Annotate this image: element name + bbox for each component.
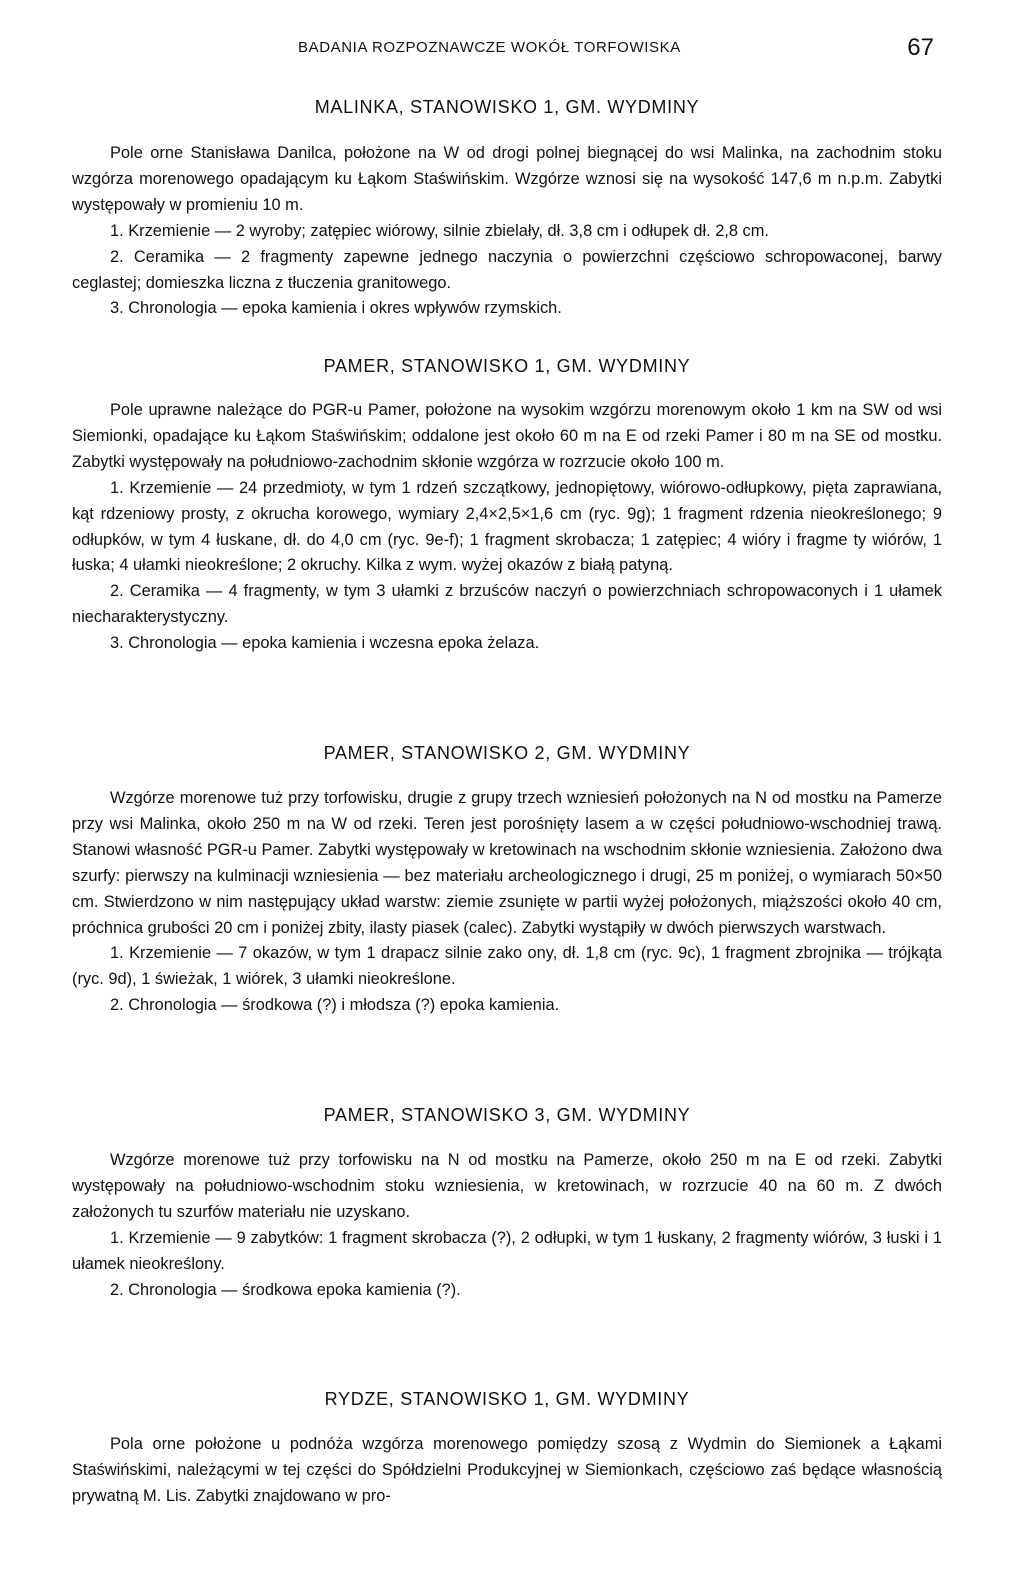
section-pamer-3 xyxy=(72,1103,942,1303)
paragraph: 1. Krzemienie — 24 przedmioty, w tym 1 rdzeń szczątkowy, jednopiętowy, wiórowo-odłupkowy, pięta zaprawiana, kąt rdzeniowy prosty, z okrucha korowego, wymiary 2,4×2,5×1,6 cm (ryc. 9g); 1 fragment rdzenia nieokreślonego; 9 odłupków, w tym 4 łuskane, dł. do 4,0 cm (ryc. 9e-f); 1 fragment skrobacza; 1 zatępiec; 4 wióry i fragme ty wiórów, 1 łuska; 4 ułamki nieokreślone; 2 okruchy. Kilka z wym. wyżej okazów z białą patyną. xyxy=(72,478,942,575)
paragraph: Pole uprawne należące do PGR-u Pamer, położone na wysokim wzgórzu morenowym około 1 km na SW od wsi Siemionki, opadające ku Łąkom Staświńskim; oddalone jest około 60 m na E od rzeki Pamer i 80 m na SE od mostku. Zabytki występowały na południowo-zachodnim skłonie wzgórza w rozrzucie około 100 m. xyxy=(72,401,942,471)
paragraph: 1. Krzemienie — 9 zabytków: 1 fragment skrobacza (?), 2 odłupki, w tym 1 łuskany, 2 fragmenty wiórów, 3 łuski i 1 ułamek nieokreślony. xyxy=(72,1228,942,1273)
paragraph: 1. Krzemienie — 2 wyroby; zatępiec wiórowy, silnie zbielały, dł. 3,8 cm i odłupek dł. 2,8 cm. xyxy=(110,221,769,240)
section-pamer-2 xyxy=(72,741,942,1019)
paragraph: 3. Chronologia — epoka kamienia i wczesna epoka żelaza. xyxy=(110,634,540,653)
page-number: 67 xyxy=(907,34,934,61)
paragraph: 2. Chronologia — środkowa (?) i młodsza (?) epoka kamienia. xyxy=(110,996,560,1015)
section-rydze-1 xyxy=(72,1387,942,1510)
section-title: PAMER, STANOWISKO 2, GM. WYDMINY xyxy=(323,743,691,763)
section-title: PAMER, STANOWISKO 3, GM. WYDMINY xyxy=(323,1105,691,1125)
paragraph: Wzgórze morenowe tuż przy torfowisku, drugie z grupy trzech wzniesień położonych na N od mostku na Pamerze przy wsi Malinka, około 250 m na W od rzeki. Teren jest porośnięty lasem a w części południowo-wschodniej trawą. Stanowi własność PGR-u Pamer. Zabytki występowały w kretowinach na wschodnim skłonie wzniesienia. Założono dwa szurfy: pierwszy na kulminacji wzniesienia — bez materiału archeologicznego i drugi, 25 m poniżej, o wymiarach 50×50 cm. Stwierdzono w nim następujący układ warstw: ziemie zsunięte w partii wyżej położonych, miąższości około 40 cm, próchnica grubości 20 cm i poniżej zbity, ilasty piasek (calec). Zabytki wystąpiły w dwóch pierwszych warstwach. xyxy=(72,789,942,937)
paragraph: 2. Ceramika — 2 fragmenty zapewne jednego naczynia o powierzchni częściowo schropowaconej, barwy ceglastej; domieszka liczna z tłuczenia granitowego. xyxy=(72,247,942,292)
paragraph: 1. Krzemienie — 7 okazów, w tym 1 drapacz silnie zako ony, dł. 1,8 cm (ryc. 9c), 1 fragment zbrojnika — trójkąta (ryc. 9d), 1 świeżak, 1 wiórek, 3 ułamki nieokreślone. xyxy=(72,944,942,989)
paragraph: 2. Chronologia — środkowa epoka kamienia (?). xyxy=(110,1280,461,1299)
section-title: PAMER, STANOWISKO 1, GM. WYDMINY xyxy=(323,356,691,376)
paragraph: Wzgórze morenowe tuż przy torfowisku na N od mostku na Pamerze, około 250 m na E od rzeki. Zabytki występowały na południowo-wschodnim stoku wzniesienia, w kretowinach, w rozrzucie 40 na 60 m. Z dwóch założonych tu szurfów materiału nie uzyskano. xyxy=(72,1151,942,1221)
paragraph: 3. Chronologia — epoka kamienia i okres wpływów rzymskich. xyxy=(110,299,562,318)
paragraph: Pola orne położone u podnóża wzgórza morenowego pomiędzy szosą z Wydmin do Siemionek a Łąkami Staświńskimi, należącymi w tej części do Spółdzielni Produkcyjnej w Siemionkach, częściowo zaś będące własnością prywatną M. Lis. Zabytki znajdowano w pro- xyxy=(72,1435,942,1505)
section-malinka-1 xyxy=(72,95,942,322)
section-title: MALINKA, STANOWISKO 1, GM. WYDMINY xyxy=(314,97,700,117)
running-header: BADANIA ROZPOZNAWCZE WOKÓŁ TORFOWISKA xyxy=(298,39,681,56)
paragraph: Pole orne Stanisława Danilca, położone na W od drogi polnej biegnącej do wsi Malinka, na zachodnim stoku wzgórza morenowego opadającym ku Łąkom Staświńskim. Wzgórze wznosi się na wysokość 147,6 m n.p.m. Zabytki występowały w promieniu 10 m. xyxy=(72,144,942,214)
paragraph: 2. Ceramika — 4 fragmenty, w tym 3 ułamki z brzuśców naczyń o powierzchniach schropowaconych i 1 ułamek niecharakterystyczny. xyxy=(72,582,942,627)
section-pamer-1 xyxy=(72,354,942,657)
section-title: RYDZE, STANOWISKO 1, GM. WYDMINY xyxy=(324,1389,690,1409)
